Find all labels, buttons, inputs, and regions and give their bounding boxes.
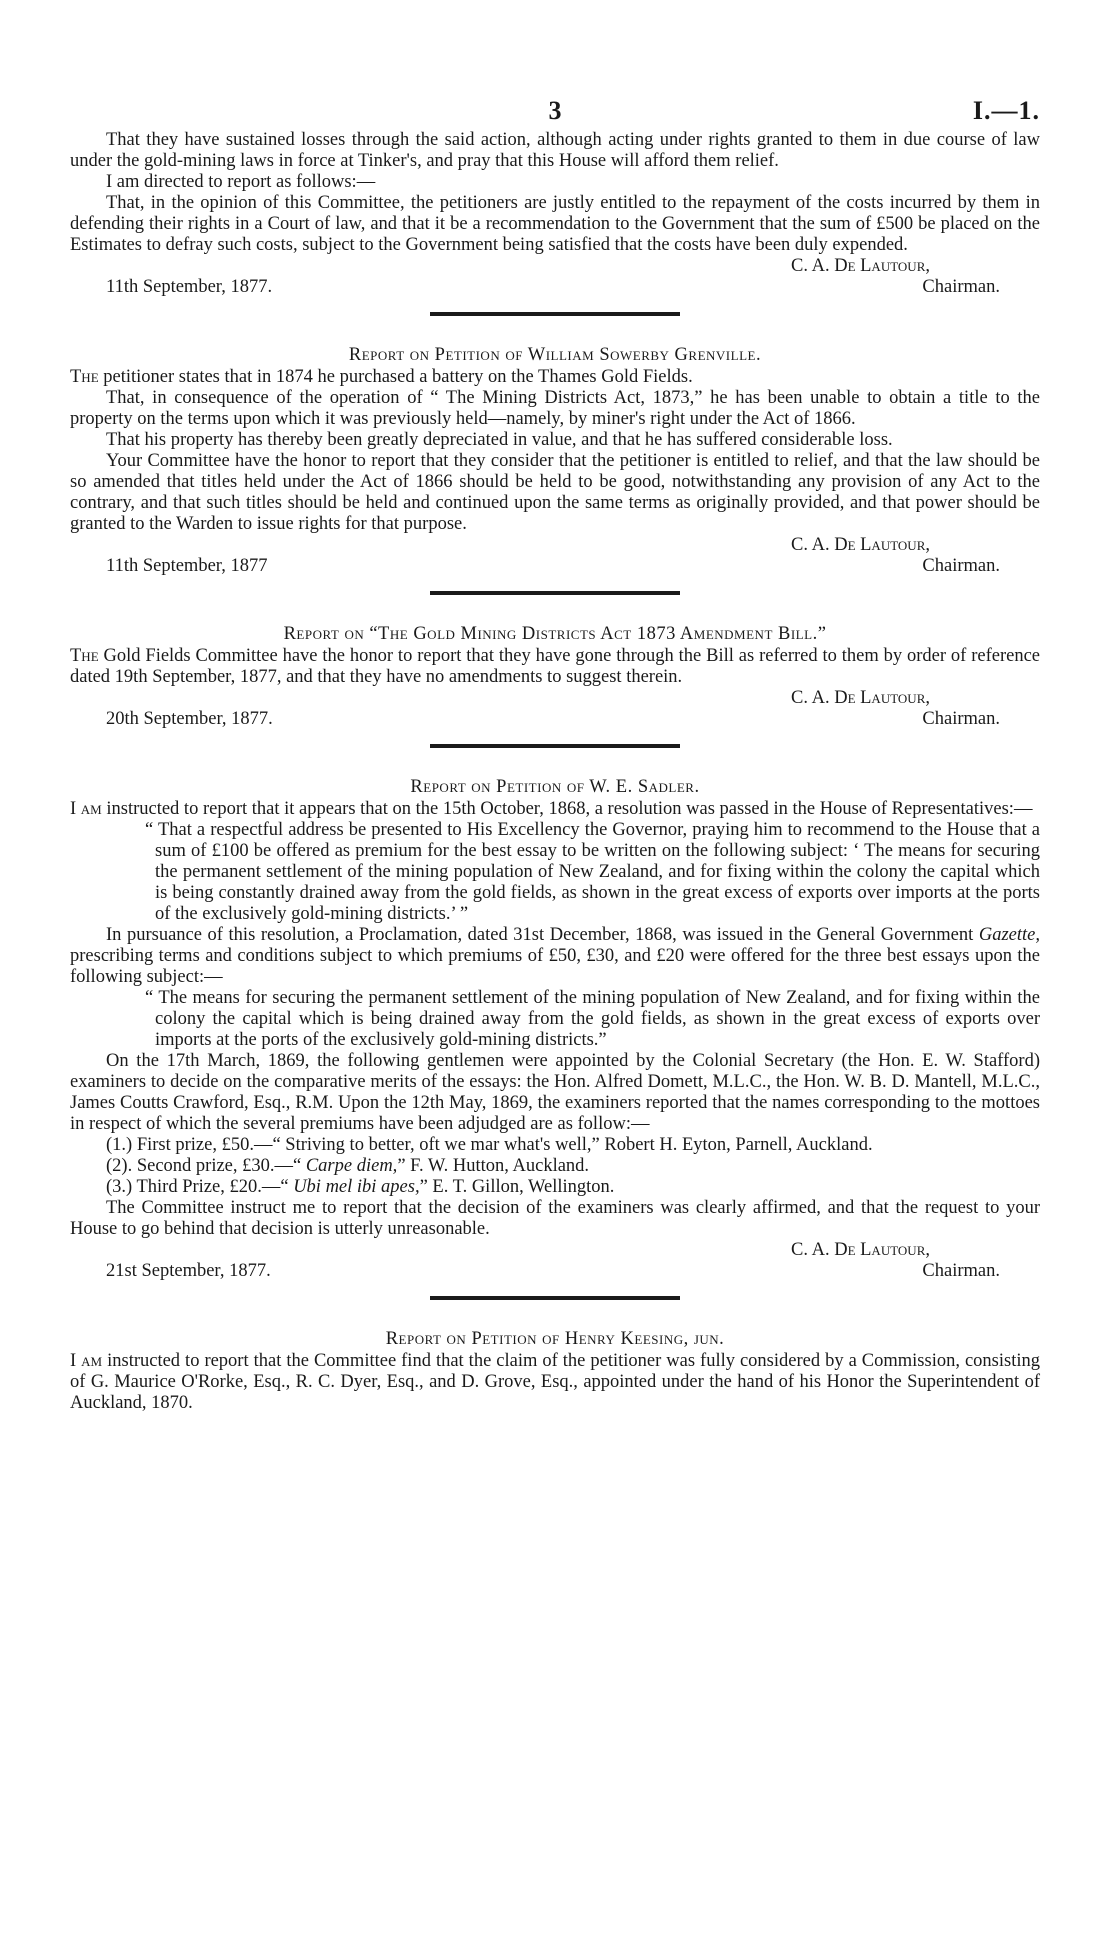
lead-word: The: [70, 646, 99, 666]
paragraph-text: petitioner states that in 1874 he purchased a battery on the Thames Gold Fields.: [98, 367, 693, 387]
section-tinkers-report: [70, 130, 1040, 298]
document-reference: I.—1.: [972, 96, 1040, 125]
paragraph: That they have sustained losses through the said action, although acting under rights granted to them in due course of law under the gold-mining laws in force at Tinker's, and pray that this House will afford them relief.: [70, 130, 1040, 171]
section-heading: Report on Petition of Henry Keesing, jun.: [385, 1329, 725, 1349]
gazette-title: Gazette,: [978, 925, 1040, 945]
lead-word: The: [70, 367, 99, 387]
signature-title: Chairman.: [922, 556, 1000, 576]
paragraph: Your Committee have the honor to report that they consider that the petitioner is entitled to relief, and that the law should be so amended that titles held under the Act of 1866 should be held to be good, notwithstanding any provision of any Act to the contrary, and that such titles should be held and continued upon the same terms as originally provided, and that power should be granted to the Warden to issue rights for that purpose.: [70, 451, 1040, 534]
report-date: 21st September, 1877.: [106, 1261, 271, 1281]
section-amendment-bill-report: [70, 623, 1040, 730]
paragraph-text: instructed to report that the Committee find that the claim of the petitioner was fully considered by a Commission, consisting of G. Maurice O'Rorke, Esq., R. C. Dyer, Esq., and D. Grove, Esq., appointed under the hand of his Honor the Superintendent of Auckland, 1870.: [70, 1351, 1041, 1413]
page-header: [70, 96, 1040, 130]
paragraph: I am directed to report as follows:—: [106, 172, 376, 192]
section-divider: [430, 1296, 680, 1300]
prize-entry: [70, 1156, 1040, 1177]
prize-motto: Ubi mel ibi apes,: [293, 1177, 420, 1197]
section-heading: Report on Petition of W. E. Sadler.: [410, 777, 700, 797]
paragraph-text: instructed to report that it appears that on the 15th October, 1868, a resolution was passed in the House of Representatives:—: [101, 799, 1033, 819]
paragraph: [70, 1351, 1040, 1414]
report-date: 11th September, 1877: [106, 556, 268, 576]
lead-word: I am: [70, 1351, 103, 1371]
signature-name: C. A. De Lautour,: [791, 256, 930, 276]
section-keesing-report: [70, 1328, 1040, 1414]
document-page: [70, 96, 1040, 1414]
paragraph: On the 17th March, 1869, the following gentlemen were appointed by the Colonial Secretary (the Hon. E. W. Stafford) examiners to decide on the comparative merits of the essays: the Hon. Alfred Domett, M.L.C., the Hon. W. B. D. Mantell, M.L.C., James Coutts Crawford, Esq., R.M. Upon the 12th May, 1869, the examiners reported that the names corresponding to the mottoes in respect of which the several premiums have been adjudged are as follow:—: [70, 1051, 1040, 1134]
paragraph: [70, 799, 1040, 820]
prize-text: (3.) Third Prize, £20.—“: [106, 1177, 294, 1197]
section-divider: [430, 312, 680, 316]
paragraph-text: Gold Fields Committee have the honor to report that they have gone through the Bill as referred to them by order of reference dated 19th September, 1877, and that they have no amendments to suggest therein.: [70, 646, 1040, 687]
quotation: “ The means for securing the permanent settlement of the mining population of New Zealand, and for fixing within the colony the capital which is being drained away from the gold fields, as shown in the great excess of exports over imports at the ports of the exclusively gold-mining districts.”: [145, 988, 1040, 1050]
paragraph: That, in the opinion of this Committee, the petitioners are justly entitled to the repayment of the costs incurred by them in defending their rights in a Court of law, and that it be a recommendation to the Government that the sum of £500 be placed on the Estimates to defray such costs, subject to the Government being satisfied that the costs have been duly expended.: [70, 193, 1040, 255]
paragraph: [70, 367, 1040, 388]
report-date: 11th September, 1877.: [106, 277, 273, 297]
signature-title: Chairman.: [922, 277, 1000, 297]
prize-text: ” E. T. Gillon, Wellington.: [419, 1177, 615, 1197]
paragraph: [70, 646, 1040, 688]
section-sadler-report: [70, 776, 1040, 1282]
section-divider: [430, 591, 680, 595]
signature-block: [70, 535, 1040, 577]
paragraph: The Committee instruct me to report that the decision of the examiners was clearly affirmed, and that the request to your House to go behind that decision is utterly unreasonable.: [70, 1198, 1040, 1239]
paragraph-text: prescribing terms and conditions subject to which premiums of £50, £30, and £20 were offered for the three best essays upon the following subject:—: [70, 946, 1040, 987]
prize-text: ” F. W. Hutton, Auckland.: [397, 1156, 590, 1176]
lead-word: I am: [70, 799, 102, 819]
section-grenville-report: [70, 344, 1040, 577]
signature-title: Chairman.: [922, 1261, 1000, 1281]
signature-block: [70, 1240, 1040, 1282]
paragraph: That, in consequence of the operation of “ The Mining Districts Act, 1873,” he has been unable to obtain a title to the property on the terms upon which it was previously held—namely, by miner's right under the Act of 1866.: [70, 388, 1040, 429]
paragraph: That his property has thereby been greatly depreciated in value, and that he has suffered considerable loss.: [106, 430, 893, 450]
prize-text: (2). Second prize, £30.—“: [106, 1156, 306, 1176]
signature-name: C. A. De Lautour,: [791, 688, 930, 708]
prize-entry: [70, 1177, 1040, 1198]
section-divider: [430, 744, 680, 748]
quotation: “ That a respectful address be presented to His Excellency the Governor, praying him to recommend to the House that a sum of £100 be offered as premium for the best essay to be written on the following subject: ‘ The means for securing the permanent settlement of the mining population of New Zealand, and for fixing within the colony the capital which is being constantly drained away from the gold fields, as shown in the great excess of exports over imports at the ports of the exclusively gold-mining districts.’ ”: [145, 820, 1040, 924]
signature-name: C. A. De Lautour,: [791, 535, 930, 555]
signature-block: [70, 256, 1040, 298]
report-date: 20th September, 1877.: [106, 709, 273, 729]
page-number: 3: [548, 96, 562, 125]
section-heading: Report on Petition of William Sowerby Grenville.: [348, 345, 762, 365]
paragraph-text: In pursuance of this resolution, a Proclamation, dated 31st December, 1868, was issued in the General Government: [106, 925, 979, 945]
signature-title: Chairman.: [922, 709, 1000, 729]
signature-name: C. A. De Lautour,: [791, 1240, 930, 1260]
section-heading: Report on “The Gold Mining Districts Act 1873 Amendment Bill.”: [283, 624, 827, 644]
prize-entry: (1.) First prize, £50.—“ Striving to better, oft we mar what's well,” Robert H. Eyton, Parnell, Auckland.: [106, 1135, 873, 1155]
paragraph: [70, 925, 1040, 988]
prize-motto: Carpe diem,: [305, 1156, 398, 1176]
signature-block: [70, 688, 1040, 730]
